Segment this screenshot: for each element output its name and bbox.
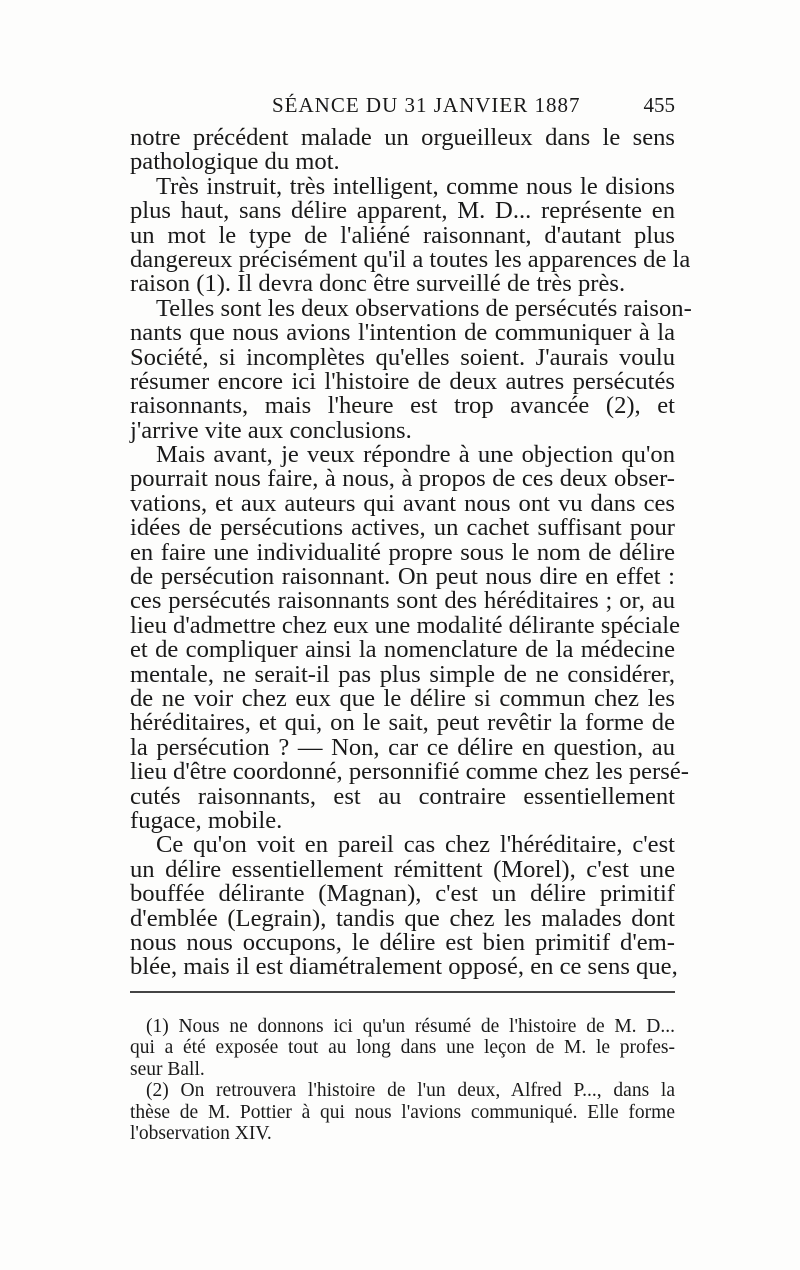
text-line: idées de persécutions actives, un cachet suffisant pour [130,514,675,542]
footnote-line: (1) Nous ne donnons ici qu'un résumé de l'histoire de M. D... [146,1016,675,1037]
text-line: mentale, ne serait-il pas plus simple de ne considérer, [130,660,675,688]
text-line: vations, et aux auteurs qui avant nous ont vu dans ces [130,489,675,517]
text-line: lieu d'admettre chez eux une modalité délirante spéciale [130,611,681,639]
text-line: notre précédent malade un orgueilleux dans le sens [130,124,675,151]
text-line: un délire essentiellement rémittent (Morel), c'est une [130,855,675,883]
text-line: la persécution ? — Non, car ce délire en question, au [130,733,675,761]
text-line: un mot le type de l'aliéné raisonnant, d'autant plus [130,221,675,249]
text-line: cutés raisonnants, est au contraire essentiellement [130,782,675,810]
page-number: 455 [643,93,675,117]
text-line: raison (1). Il devra donc être surveillé de très près. [130,270,626,298]
text-line: Très instruit, très intelligent, comme nous le disions [156,172,675,200]
footnote-line: seur Ball. [130,1058,205,1080]
footnote-line: qui a été exposée tout au long dans une leçon de M. le profes- [130,1037,675,1059]
footnote-line: thèse de M. Pottier à qui nous l'avions communiqué. Elle forme [130,1101,675,1123]
footnote-line: (2) On retrouvera l'histoire de l'un deux, Alfred P..., dans la [146,1080,675,1102]
footnote-line: l'observation XIV. [130,1123,272,1145]
text-line: lieu d'être coordonné, personnifié comme chez les persé- [130,758,689,786]
text-line: pourrait nous faire, à nous, à propos de ces deux obser- [130,465,675,493]
main-text [130,124,692,981]
text-line: ces persécutés raisonnants sont des héréditaires ; or, au [130,587,675,615]
text-line: pathologique du mot. [130,148,340,176]
text-line: d'emblée (Legrain), tandis que chez les malades dont [130,904,675,932]
text-line: bouffée délirante (Magnan), c'est un délire primitif [130,880,675,908]
text-line: dangereux précisément qu'il a toutes les apparences de la [130,245,691,273]
running-header [130,93,675,123]
text-line: de persécution raisonnant. On peut nous dire en effet : [130,563,675,591]
text-line: nants que nous avions l'intention de communiquer à la [130,319,675,347]
text-line: de ne voir chez eux que le délire si commun chez les [130,684,675,712]
footnotes [130,1016,675,1144]
text-line: raisonnants, mais l'heure est trop avancée (2), et [130,392,675,420]
text-line: Société, si incomplètes qu'elles soient. J'aurais voulu [130,343,675,371]
text-line: Telles sont les deux observations de persécutés raison- [156,294,692,322]
text-line: plus haut, sans délire apparent, M. D... représente en [130,197,675,225]
text-line: et de compliquer ainsi la nomenclature de la médecine [130,636,675,664]
text-line: Ce qu'on voit en pareil cas chez l'héréditaire, c'est [156,831,675,859]
text-line: j'arrive vite aux conclusions. [130,416,412,444]
text-line: fugace, mobile. [130,806,283,834]
text-line: blée, mais il est diamétralement opposé, en ce sens que, [130,953,678,981]
footnote-rule [130,991,675,993]
running-title: SÉANCE DU 31 JANVIER 1887 [272,93,581,117]
text-line: héréditaires, et qui, on le sait, peut revêtir la forme de [130,709,675,737]
text-line: nous nous occupons, le délire est bien primitif d'em- [130,928,675,956]
text-line: en faire une individualité propre sous le nom de délire [130,538,675,566]
text-line: résumer encore ici l'histoire de deux autres persécutés [130,367,675,395]
text-line: Mais avant, je veux répondre à une objection qu'on [156,441,675,469]
